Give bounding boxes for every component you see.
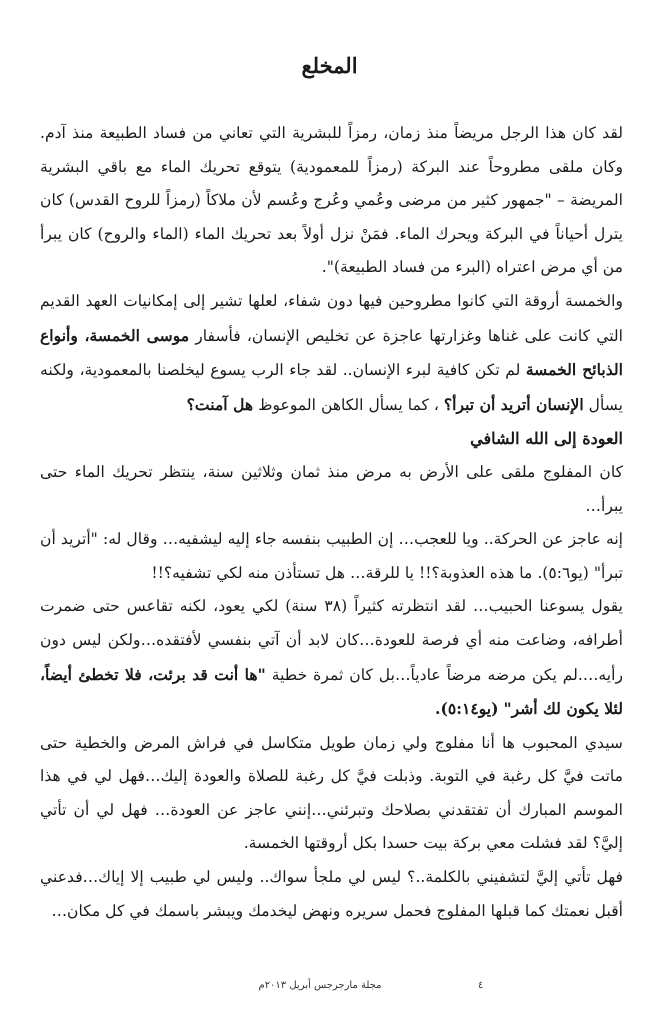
text-run: كان المفلوج ملقى على الأرض به مرض منذ ثمان وثلاثين سنة، ينتظر تحريك الماء حتى يبرأ… [40,462,623,515]
bold-text-run: "ها أنت قد برئت، فلا تخطئ أيضاً، لئلا يكون لك أشر" [40,664,623,719]
paragraph [40,861,623,928]
text-run: فهل تأتي إليَّ لتشفيني بالكلمة..؟ ليس لي ملجأ سواك.. وليس لي طبيب إلا إياك…فدعني أقبل نعمتك كما قبلها المفلوج فحمل سريره ونهض ليخدمك ويبشر باسمك في كل مكان… [40,868,623,920]
paragraph [40,117,623,285]
bold-text-run: الإنسان أتريد أن تبرأ؟ [443,394,584,414]
paragraph [40,590,623,726]
page-footer [0,980,659,1000]
text-run: والخمسة أروقة التي كانوا مطروحين فيها دون شفاء، لعلها تشير إلى إمكانيات العهد القديم التي كانت على غناها وغزارتها عاجزة عن تخليص الإنسان، فأسفار [40,291,623,345]
paragraph [40,285,623,422]
text-run: لم تكن كافية لبرء الإنسان.. لقد جاء الرب يسوع ليخلصنا بالمعمودية، ولكنه يسأل [40,361,623,414]
publication-footer: مجلة مارجرجس أبريل ٢٠١٣م [258,980,382,991]
bold-text-run: (يو٥:١٤). [435,699,499,719]
paragraph [40,727,623,861]
text-run: إنه عاجز عن الحركة.. ويا للعجب… إن الطبيب بنفسه جاء إليه ليشفيه… وقال له: "أتريد أن تبرأ" (يو٥:٦). ما هذه العذوبة؟!! يا للرقة… هل تستأذن منه لكي تشفيه؟!! [40,530,623,582]
bold-text-run: موسى الخمسة، وأنواع الذبائح الخمسة [40,325,623,380]
paragraph [40,523,623,590]
bold-text-run: هل آمنت؟ [186,394,254,414]
text-run: سيدي المحبوب ها أنا مفلوج ولي زمان طويل متكاسل في فراش المرض والخطية حتى ماتت فيَّ كل رغبة في التوبة. وذبلت فيَّ كل رغبة للصلاة والعودة إليك…فهل لي في هذا الموسم المبارك أن تفتقدني بصلاحك وتبرئني…إنني عاجز عن العودة… فهل لي أن تأتي إليَّ؟ لقد فشلت معي بركة بيت حسدا بكل أروقتها الخمسة. [40,733,623,853]
section-heading [40,422,623,456]
page-title: المخلع [301,53,358,78]
article-body [40,117,623,928]
paragraph [40,456,623,523]
bold-text-run: العودة إلى الله الشافي [470,429,623,449]
text-run: يقول يسوعنا الحبيب… لقد انتظرته كثيراً (٣٨ سنة) لكي يعود، لكنه تقاعس حتى ضمرت أطرافه، وضاعت منه أي فرصة للعودة…كان لابد أن آتي بنفسي لأفتقده…ولكن ليس دون رأيه….لم يكن مرضه مرضاً عادياً…بل كان ثمرة خطية [40,597,623,684]
text-run: ، كما يسأل الكاهن الموعوظ [253,395,444,414]
page-number: ٤ [478,980,484,991]
text-run: لقد كان هذا الرجل مريضاً منذ زمان، رمزاً للبشرية التي تعاني من فساد الطبيعة منذ آدم. وكان ملقى مطروحاً عند البركة (رمزاً للمعمودية) يتوقع تحريك الماء مع باقي البشرية المريضة – "جمهور كثير من مرضى وعُمي وعُرج وعُسم لأن ملاكاً (رمزاً للروح القدس) كان يترل أحياناً في البركة ويحرك الماء. فمَنْ نزل أولاً بعد تحريك الماء (الماء والروح) كان يبرأ من أي مرض اعتراه (البرء من فساد الطبيعة)". [40,124,623,277]
